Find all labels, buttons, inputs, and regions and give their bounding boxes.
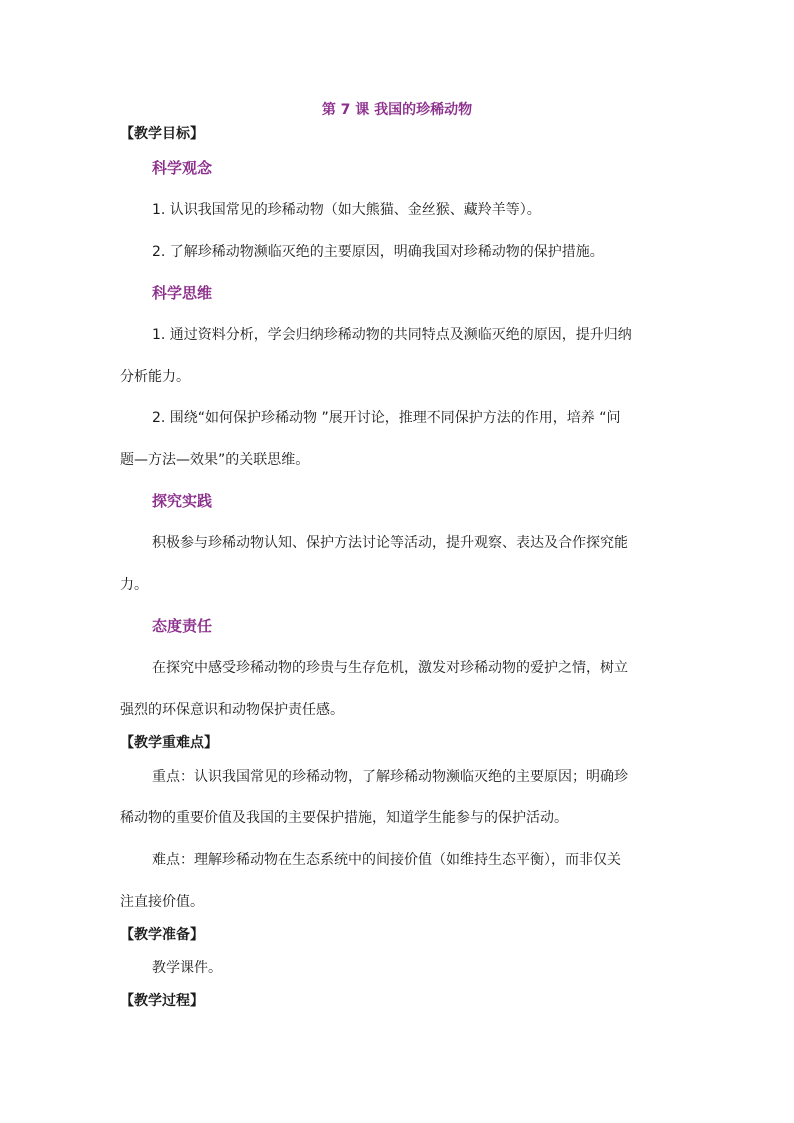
- subheading-inquiry-practice: 探究实践: [152, 492, 213, 510]
- section-heading-teaching-goals: 【教学目标】: [120, 126, 204, 142]
- subheading-science-thinking: 科学思维: [152, 284, 213, 302]
- paragraph-line: 教学课件。: [152, 960, 222, 976]
- paragraph-line: 在探究中感受珍稀动物的珍贵与生存危机，激发对珍稀动物的爱护之情，树立: [152, 660, 628, 676]
- paragraph-line: 1. 通过资料分析，学会归纳珍稀动物的共同特点及濒临灭绝的原因，提升归纳: [152, 327, 632, 343]
- paragraph-line: 力。: [120, 577, 148, 593]
- document-title: 第 7 课 我国的珍稀动物: [321, 102, 473, 118]
- section-heading-teaching-preparation: 【教学准备】: [120, 927, 204, 943]
- subheading-attitude-responsibility: 态度责任: [152, 617, 213, 635]
- paragraph-line: 分析能力。: [120, 369, 190, 385]
- paragraph-line: 注直接价值。: [120, 894, 204, 910]
- paragraph-line: 强烈的环保意识和动物保护责任感。: [120, 702, 344, 718]
- paragraph-line: 稀动物的重要价值及我国的主要保护措施，知道学生能参与的保护活动。: [120, 810, 568, 826]
- paragraph-line: 2. 围绕“如何保护珍稀动物 ”展开讨论，推理不同保护方法的作用，培养 “问: [152, 410, 621, 426]
- paragraph-line: 1. 认识我国常见的珍稀动物（如大熊猫、金丝猴、藏羚羊等）。: [152, 202, 541, 218]
- paragraph-line: 积极参与珍稀动物认知、保护方法讨论等活动，提升观察、表达及合作探究能: [152, 535, 628, 551]
- paragraph-line: 题—方法—效果”的关联思维。: [120, 452, 310, 468]
- subheading-science-concept: 科学观念: [152, 159, 213, 177]
- paragraph-line: 难点：理解珍稀动物在生态系统中的间接价值（如维持生态平衡），而非仅关: [152, 852, 621, 868]
- section-heading-key-difficult-points: 【教学重难点】: [120, 735, 218, 751]
- section-heading-teaching-process: 【教学过程】: [120, 993, 204, 1009]
- paragraph-line: 2. 了解珍稀动物濒临灭绝的主要原因，明确我国对珍稀动物的保护措施。: [152, 244, 604, 260]
- paragraph-line: 重点：认识我国常见的珍稀动物，了解珍稀动物濒临灭绝的主要原因；明确珍: [152, 769, 628, 785]
